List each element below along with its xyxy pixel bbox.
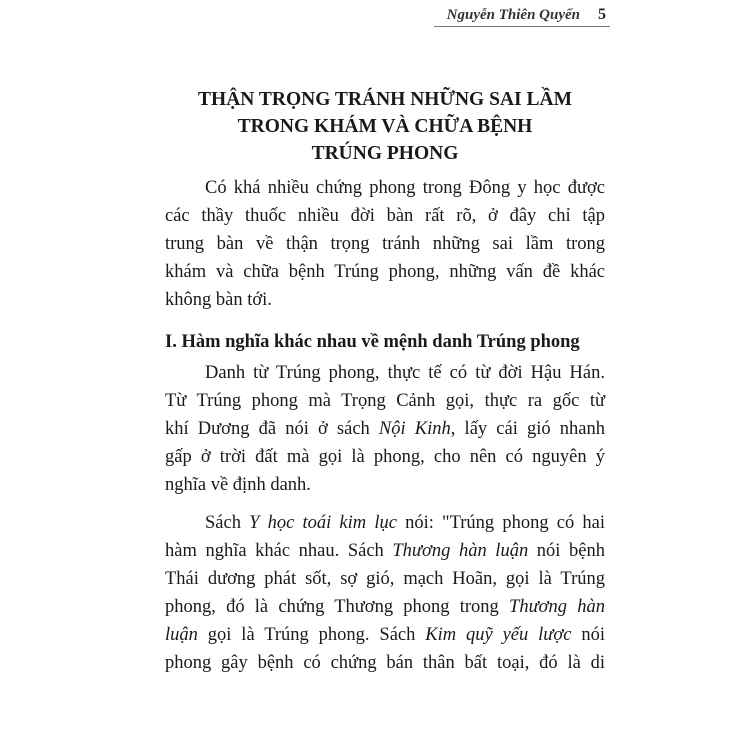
text-segment: các thầy thuốc nhiều đời bàn rất rõ, ở đây chỉ tập bbox=[165, 206, 605, 226]
text-line bbox=[165, 202, 605, 230]
text-line bbox=[165, 230, 605, 258]
text-line bbox=[165, 443, 605, 471]
text-line bbox=[165, 593, 605, 621]
text-segment: phong gây bệnh có chứng bán thân bất toại, đó là di bbox=[165, 653, 605, 673]
text-segment: Thái dương phát sốt, sợ gió, mạch Hoãn, gọi là Trúng bbox=[165, 569, 605, 589]
text-segment: phong, đó là chứng Thương phong trong bbox=[165, 597, 510, 617]
text-segment: không bàn tới. bbox=[165, 290, 272, 310]
text-segment: , lấy cái gió nhanh bbox=[450, 419, 605, 439]
running-header bbox=[434, 4, 610, 27]
paragraph-definition bbox=[165, 359, 605, 499]
text-segment: khám và chữa bệnh Trúng phong, những vấn đề khác bbox=[165, 262, 605, 282]
title-line: TRONG KHÁM VÀ CHỮA BỆNH bbox=[237, 116, 533, 137]
text-segment: Có khá nhiều chứng phong trong Đông y học được bbox=[205, 178, 605, 198]
page-number: 5 bbox=[598, 6, 606, 23]
title-line: TRÚNG PHONG bbox=[311, 143, 459, 164]
text-line bbox=[165, 359, 605, 387]
text-segment: gọi là Trúng phong. Sách bbox=[197, 625, 426, 645]
section-heading: I. Hàm nghĩa khác nhau về mệnh danh Trúng phong bbox=[165, 332, 580, 352]
italic-book-title: Thương hàn luận bbox=[392, 541, 529, 561]
text-line bbox=[165, 565, 605, 593]
text-segment: hàm nghĩa khác nhau. Sách bbox=[165, 541, 393, 561]
header-author: Nguyễn Thiên Quyến bbox=[446, 6, 580, 23]
text-segment: Danh từ Trúng phong, thực tế có từ đời Hậu Hán. bbox=[205, 363, 605, 383]
text-segment: gấp ở trời đất mà gọi là phong, cho nên có nguyên ý bbox=[165, 447, 605, 467]
text-line bbox=[165, 174, 605, 202]
italic-book-title: luận bbox=[165, 625, 198, 645]
text-segment: nói: "Trúng phong có hai bbox=[396, 513, 605, 533]
text-line bbox=[165, 471, 605, 499]
text-line bbox=[165, 258, 605, 286]
text-segment: Từ Trúng phong mà Trọng Cảnh gọi, thực ra gốc từ bbox=[165, 391, 605, 411]
text-segment: Sách bbox=[205, 513, 250, 533]
paragraph-citation bbox=[165, 509, 605, 677]
text-line bbox=[165, 509, 605, 537]
text-line bbox=[165, 286, 605, 314]
italic-book-title: Y học toái kim lục bbox=[249, 513, 397, 533]
text-line bbox=[165, 537, 605, 565]
text-line bbox=[165, 387, 605, 415]
paragraph-intro bbox=[165, 174, 605, 314]
text-segment: nghĩa về định danh. bbox=[165, 475, 311, 495]
italic-book-title: Kim quỹ yếu lược bbox=[425, 625, 572, 645]
text-segment: khí Dương đã nói ở sách bbox=[165, 419, 379, 439]
text-segment: nói bbox=[571, 625, 605, 645]
text-line bbox=[165, 621, 605, 649]
text-line bbox=[165, 649, 605, 677]
text-line bbox=[165, 415, 605, 443]
title-line: THẬN TRỌNG TRÁNH NHỮNG SAI LẦM bbox=[198, 89, 572, 110]
text-segment: trung bàn về thận trọng tránh những sai lầm trong bbox=[165, 234, 605, 254]
chapter-title bbox=[165, 86, 605, 167]
italic-book-title: Thương hàn bbox=[509, 597, 605, 617]
italic-book-title: Nội Kinh bbox=[378, 419, 451, 439]
text-segment: nói bệnh bbox=[528, 541, 605, 561]
